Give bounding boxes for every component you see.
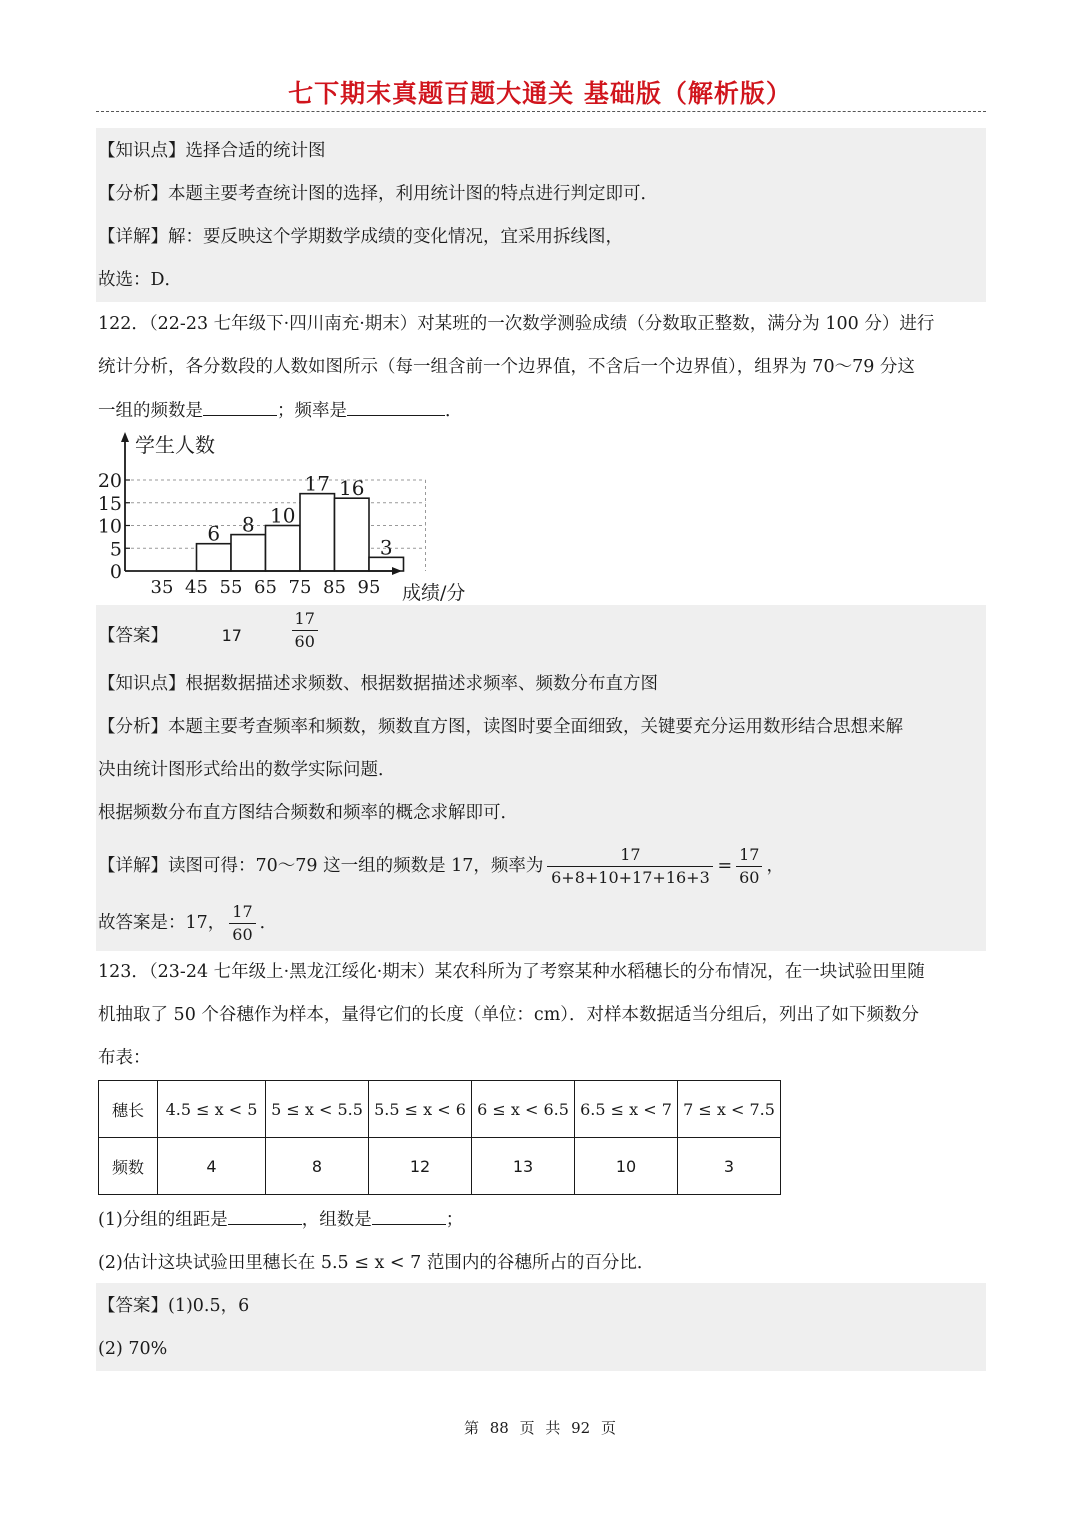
histogram-bar	[231, 535, 266, 571]
x-tick-label: 75	[288, 577, 312, 598]
fraction-numerator: 17	[736, 844, 762, 867]
table-range-cell: 6.5 ≤ x < 7	[575, 1081, 678, 1138]
x-tick-label: 85	[323, 577, 346, 598]
histogram-bar	[369, 557, 404, 571]
q123-text-line1: 123．（23-24 七年级上·黑龙江绥化·期末）某农科所为了考察某种水稻穗长的分布情况，在一块试验田里随	[98, 962, 925, 982]
prev-knowledge: 【知识点】选择合适的统计图	[98, 141, 326, 161]
q122-detail-row	[98, 840, 784, 892]
q122-line3-start: 一组的频数是	[98, 401, 203, 421]
table-header-cell: 频数	[99, 1138, 158, 1195]
prev-analysis: 【分析】本题主要考查统计图的选择，利用统计图的特点进行判定即可．	[98, 184, 658, 204]
q123-answer-2: (2) 70%	[98, 1339, 168, 1359]
q122-answer-value: 17	[221, 626, 242, 645]
q122-knowledge: 【知识点】根据数据描述求频数、根据数据描述求频率、频数分布直方图	[98, 674, 658, 694]
y-tick-label: 5	[109, 538, 122, 561]
q123-sub1	[98, 1206, 463, 1233]
histogram-bar	[197, 544, 232, 571]
table-range-cell: 6 ≤ x < 6.5	[472, 1081, 575, 1138]
x-tick-label: 45	[185, 577, 208, 598]
fraction-numerator: 17	[547, 844, 713, 867]
prev-choice: 故选：D．	[98, 270, 183, 290]
q122-detail-fraction-1	[547, 844, 713, 889]
fraction-numerator: 17	[229, 901, 255, 924]
bar-value-label: 10	[270, 503, 296, 528]
q122-conclusion-end: ．	[259, 913, 278, 933]
q122-text-line3	[98, 397, 463, 424]
histogram-bar	[335, 498, 370, 571]
page-header-title: 七下期末真题百题大通关 基础版（解析版）	[288, 79, 792, 108]
q122-answer-row	[98, 609, 322, 653]
q123-text-line3: 布表：	[98, 1048, 151, 1068]
table-count-cell: 4	[158, 1138, 266, 1195]
table-range-cell: 5.5 ≤ x < 6	[369, 1081, 472, 1138]
bar-value-label: 3	[379, 535, 393, 560]
table-header-cell: 穗长	[99, 1081, 158, 1138]
fraction-denominator: 60	[232, 924, 253, 944]
bar-value-label: 16	[339, 476, 365, 501]
equals-sign: =	[717, 856, 733, 876]
table-count-cell: 8	[266, 1138, 369, 1195]
fraction-denominator: 60	[294, 632, 315, 651]
q122-text-line1: 122．（22-23 七年级下·四川南充·期末）对某班的一次数学测验成绩（分数取正整数，满分为 100 分）进行	[98, 314, 935, 334]
prev-detail: 【详解】解：要反映这个学期数学成绩的变化情况，宜采用拆线图，	[98, 227, 623, 247]
fraction-numerator: 17	[292, 608, 318, 631]
page-footer: 第 88 页 共 92 页	[463, 1419, 616, 1437]
bar-value-label: 17	[304, 471, 330, 496]
q123-blank-groups[interactable]	[372, 1206, 446, 1225]
bar-value-label: 6	[207, 521, 221, 546]
x-tick-label: 65	[254, 577, 277, 598]
table-count-cell: 3	[678, 1138, 781, 1195]
x-tick-label: 35	[150, 577, 174, 598]
q122-text-line2: 统计分析，各分数段的人数如图所示（每一组含前一个边界值，不含后一个边界值），组界为 70～79 分这	[98, 357, 915, 377]
x-tick-label: 55	[219, 577, 243, 598]
q122-blank-frequency[interactable]	[203, 397, 277, 416]
q122-blank-rate[interactable]	[347, 397, 445, 416]
histogram-bar	[266, 526, 301, 572]
y-tick-label: 0	[109, 561, 122, 583]
frequency-table	[98, 1080, 781, 1195]
table-row	[99, 1081, 781, 1138]
q123-sub1-end: ；	[445, 1210, 464, 1230]
q122-line3-mid: ；频率是	[277, 401, 347, 421]
q122-answer-fraction	[292, 608, 318, 653]
q123-sub1-mid: ，组数是	[301, 1210, 372, 1230]
table-range-cell: 4.5 ≤ x < 5	[158, 1081, 266, 1138]
table-count-cell: 13	[472, 1138, 575, 1195]
table-range-cell: 5 ≤ x < 5.5	[266, 1081, 369, 1138]
q122-conclusion-text: 故答案是：17，	[98, 913, 226, 933]
y-axis-title: 学生人数	[135, 433, 215, 457]
y-tick-label: 20	[97, 470, 122, 492]
q122-analysis-line1: 【分析】本题主要考查频率和频数，频数直方图，读图时要全面细致，关键要充分运用数形结合思想来解	[98, 717, 903, 737]
table-count-cell: 10	[575, 1138, 678, 1195]
q123-answer-1: 【答案】(1)0.5，6	[98, 1296, 250, 1316]
fraction-denominator: 60	[739, 867, 760, 887]
q122-detail-fraction-2	[736, 844, 762, 889]
histogram-chart	[92, 428, 492, 606]
histogram-bar	[300, 494, 335, 571]
q122-analysis-line3: 根据频数分布直方图结合频数和频率的概念求解即可．	[98, 803, 518, 823]
q123-text-line2: 机抽取了 50 个谷穗作为样本，量得它们的长度（单位：cm）．对样本数据适当分组后，列出了如下频数分	[98, 1005, 920, 1025]
x-axis-title: 成绩/分	[402, 582, 466, 604]
y-tick-label: 15	[97, 492, 122, 515]
bar-value-label: 8	[241, 512, 255, 537]
table-range-cell: 7 ≤ x < 7.5	[678, 1081, 781, 1138]
q122-detail-text: 【详解】读图可得：70～79 这一组的频数是 17，频率为	[98, 856, 544, 876]
q122-answer-label: 【答案】	[98, 626, 168, 646]
table-count-cell: 12	[369, 1138, 472, 1195]
table-row	[99, 1138, 781, 1195]
q123-sub1-start: (1)分组的组距是	[98, 1210, 228, 1230]
q122-conclusion-fraction	[229, 901, 255, 946]
y-tick-label: 10	[97, 515, 122, 538]
q123-sub2: (2)估计这块试验田里穗长在 5.5 ≤ x < 7 范围内的谷穗所占的百分比．	[98, 1253, 655, 1273]
header-divider	[96, 111, 986, 112]
q122-detail-end: ，	[766, 856, 784, 876]
x-tick-label: 95	[357, 577, 381, 598]
y-axis-arrow	[121, 432, 129, 442]
fraction-denominator: 6+8+10+17+16+3	[551, 867, 710, 887]
q122-line3-end: ．	[445, 401, 463, 421]
q123-blank-interval[interactable]	[228, 1206, 302, 1225]
q122-conclusion-row	[98, 898, 277, 948]
q122-analysis-line2: 决由统计图形式给出的数学实际问题．	[98, 760, 396, 780]
